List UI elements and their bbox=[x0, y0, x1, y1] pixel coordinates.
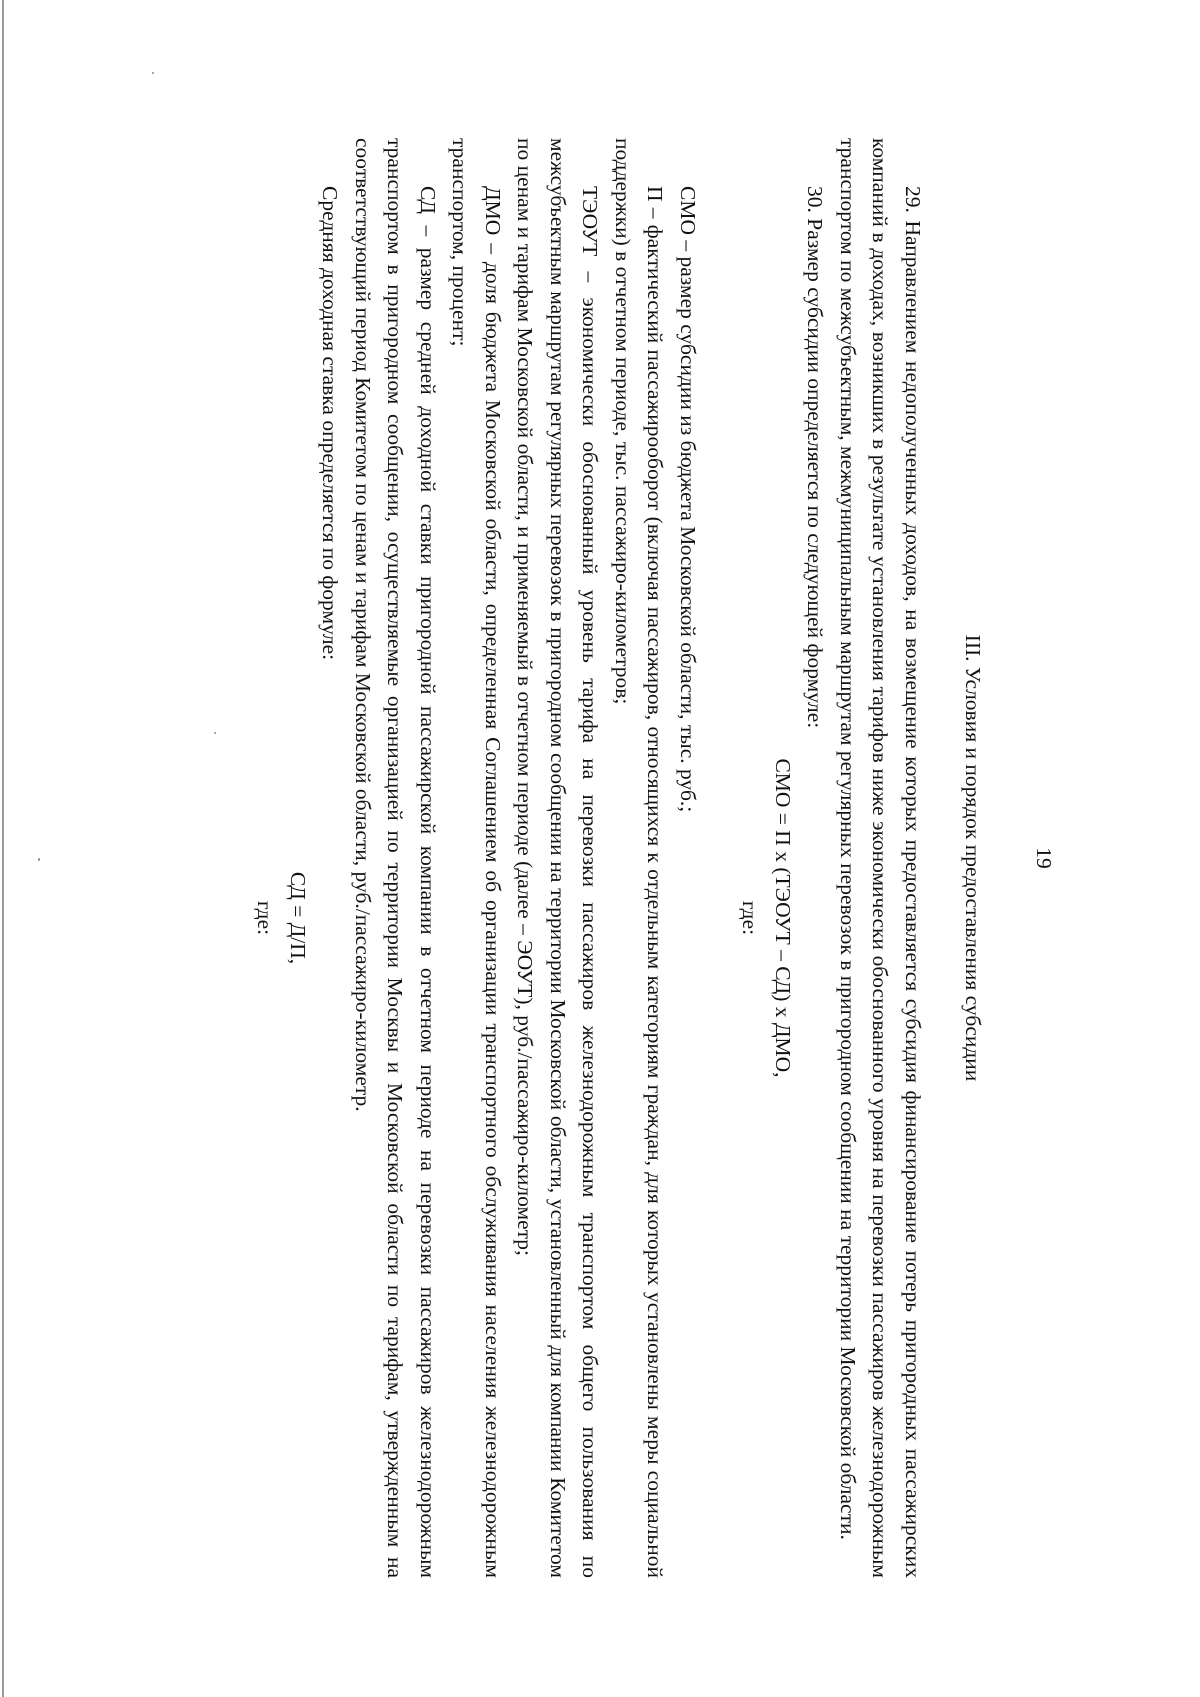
scan-speck bbox=[152, 72, 154, 74]
definition-dmo: ДМО – доля бюджета Московской области, определенная Соглашением об организации транспортного обслуживания населения железнодорожным транспортом, процент; bbox=[448, 138, 505, 1578]
definition-p: П – фактический пассажирооборот (включая пассажиров, относящихся к отдельным категориям граждан, для которых установлены меры социальной поддержки) в отчетном периоде, тыс. пассажиро-километров; bbox=[611, 138, 668, 1578]
binding-edge-line bbox=[2, 0, 4, 1697]
paragraph-29: 29. Направлением недополученных доходов, на возмещение которых предоставляется субсидия финансирование потерь пригородных пассажирских компаний в доходах, возникших в результате установления тарифов ниже экономически обоснованного уровня на перевозки пассажиров железнодорожным транспортом по межсубъектным, межмуниципальным маршрутам регулярных перевозок в пригородном сообщении на территории Московской области. bbox=[836, 138, 925, 1578]
where-label-2: где: bbox=[253, 900, 278, 936]
scan-speck bbox=[38, 858, 40, 861]
average-rate-paragraph: Средняя доходная ставка определяется по формуле: bbox=[318, 186, 343, 661]
rotated-page-content bbox=[200, 138, 1060, 1578]
subsidy-formula: СМО = П х (ТЭОУТ – СД) х ДМО, bbox=[771, 758, 795, 1078]
average-rate-formula: СД = Д/П, bbox=[286, 871, 310, 965]
definition-teout: ТЭОУТ – экономически обоснованный уровень тарифа на перевозки пассажиров железнодорожным транспортом общего пользования по межсубъектным маршрутам регулярных перевозок в пригородном сообщении на территории Московской области, установленный для компании Комитетом по ценам и тарифам Московской области, и применяемый в отчетном периоде (далее – ЭОУТ), руб./пассажиро-километр; bbox=[513, 138, 603, 1578]
page-number: 19 bbox=[1032, 847, 1056, 869]
definition-smo: СМО – размер субсидии из бюджета Московской области, тыс. руб.; bbox=[676, 186, 700, 813]
where-label-1: где: bbox=[738, 900, 763, 936]
section-heading: III. Условия и порядок предоставления субсидии bbox=[961, 634, 986, 1082]
paragraph-30: 30. Размер субсидии определяется по следующей формуле: bbox=[803, 186, 828, 729]
definition-sd: СД – размер средней доходной ставки пригородной пассажирской компании в отчетном периоде на перевозки пассажиров железнодорожным транспортом в пригородном сообщении, осуществляемые организацией по территории Москвы и Московской области по тарифам, утвержденным на соответствующий период Комитетом по ценам и тарифам Московской области, руб./пассажиро-километр. bbox=[351, 138, 440, 1578]
